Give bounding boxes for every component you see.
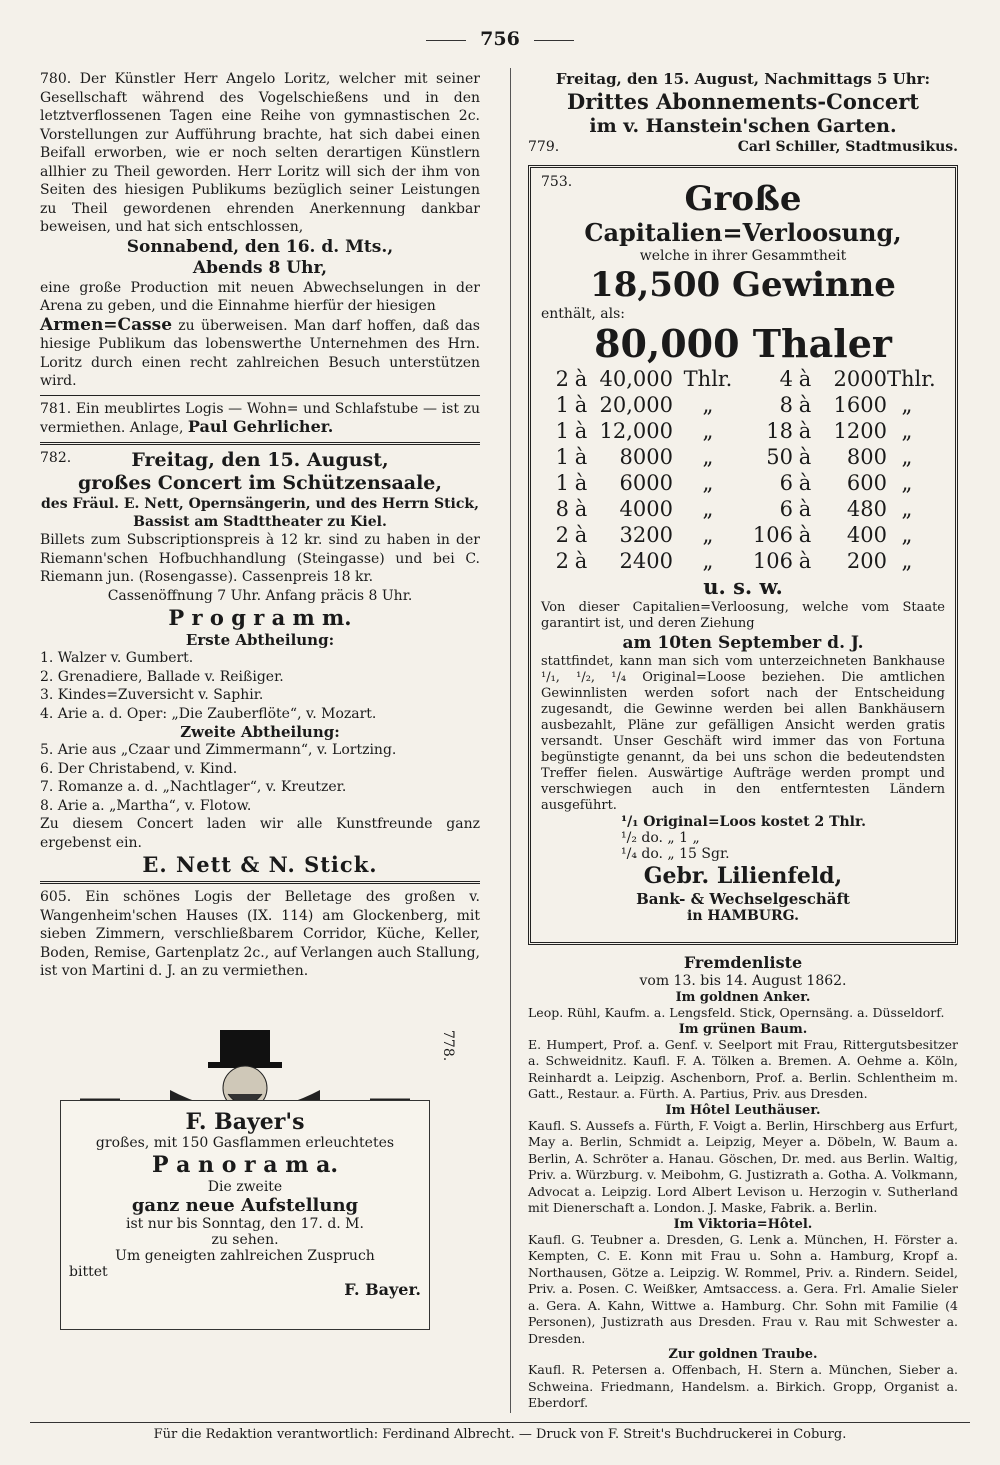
lottery-title2: Capitalien=Verloosung, — [584, 217, 902, 247]
bayer-line7: bittet — [69, 1264, 108, 1280]
prize-cell: à — [574, 444, 588, 469]
prize-cell: à — [574, 522, 588, 547]
lottery-text2: stattfindet, kann man sich vom unterzeichneten Bankhause ¹/₁, ¹/₂, ¹/₄ Original=Loose beziehen. Die amtlichen Gewinnlisten werden sofort nach der Entscheidung zugesandt, die Gewinne werden bei allen Bankhäusern ausbezahlt, Pläne zur gefälligen Ansicht werden gratis versandt. Unser Geschäft wird immer das von Fortuna begünstigte genannt, da bei uns schon die bedeutendsten Treffer fielen. Auswärtige Aufträge werden prompt und verschwiegen auch in den entferntesten Ländern ausgeführt. — [541, 653, 945, 813]
prize-cell: Thlr. — [683, 366, 733, 391]
program-item: 8. Arie a. „Martha“, v. Flotow. — [40, 797, 252, 814]
hotel-heading-5: Zur goldnen Traube. — [668, 1347, 818, 1362]
prize-row — [541, 392, 945, 418]
prize-row — [541, 496, 945, 522]
prize-cell: 8 — [555, 496, 569, 521]
hotel-heading-1: Im goldnen Anker. — [675, 990, 811, 1005]
hotel-guests-4: Kaufl. G. Teubner a. Dresden, G. Lenk a. München, H. Förster a. Kempten, C. E. Konn mit Frau u. Sohn a. Hamburg, Kropf a. Northausen, Götze a. Leipzig. W. Rommel, Priv. a. Rindern. Seidel, Priv. a. Posen. C. Weißker, Amtsaccess. a. Gera. Frl. Amalie Sieler a. Gera. A. Kahn, Wittwe a. Hamburg. Chr. Sohn mit Familie (4 Personen), Justizrath aus Dresden. Frau v. Rau mit Schwester a. Dresden. — [528, 1231, 958, 1346]
prize-cell: à — [574, 392, 588, 417]
divider — [40, 395, 480, 396]
prize-cell: „ — [901, 548, 913, 573]
prize-row — [541, 548, 945, 574]
ad-781-text: 781. Ein meublirtes Logis — Wohn= und Schlafstube — ist zu vermiethen. Anlage, — [40, 400, 480, 436]
prize-cell: à — [798, 444, 812, 469]
prize-cell: 6 — [779, 496, 793, 521]
prize-cell: 1200 — [833, 418, 887, 443]
prize-cell: à — [798, 366, 812, 391]
hotel-guests-3: Kaufl. S. Aussefs a. Fürth, F. Voigt a. Berlin, Hirschberg aus Erfurt, May a. Berlin, Schmidt a. Leipzig, Meyer a. Döbeln, W. Baum a. Berlin, A. Schröter a. Hanau. Göschen, Dr. med. aus Berlin. Waltig, Priv. a. Würzburg. v. Meibohm, G. Justizrath a. Gotha. A. Volkmann, Advocat a. Leipzig. Lord Albert Levison u. Herzogin v. Sutherland mit Dienerschaft a. London. J. Maske, Fabrik. a. Berlin. — [528, 1117, 958, 1215]
program-item: 4. Arie a. d. Oper: „Die Zauberflöte“, v. Mozart. — [40, 705, 377, 722]
fremdenliste-title: Fremdenliste — [683, 952, 803, 972]
top-hat — [220, 1030, 270, 1064]
ad-753-number: 753. — [541, 173, 573, 190]
fremdenliste-date: vom 13. bis 14. August 1862. — [639, 972, 847, 989]
prize-cell: 106 — [752, 522, 793, 547]
program-item: 6. Der Christabend, v. Kind. — [40, 760, 238, 777]
prize-cell: „ — [702, 392, 714, 417]
lottery-firm: Gebr. Lilienfeld, — [643, 862, 843, 889]
prize-cell: 2 — [555, 522, 569, 547]
program-item: 2. Grenadiere, Ballade v. Reißiger. — [40, 668, 284, 685]
prize-cell: 20,000 — [599, 392, 673, 417]
ad-780-text: 780. Der Künstler Herr Angelo Loritz, welcher mit seiner Gesellschaft während des Vogelschießens und in den letztverflossenen Tagen eine Reihe von gymnastischen 2c. Vorstellungen zur Aufführung brachte, hat sich dabei einen Beifall erworben, wie er noch selten derartigen Künstlern allhier zu Theil geworden. Herr Loritz will sich der ihm von Seiten des hiesigen Publikums bezüglich seiner Leistungen zu Theil gewordenen ehrenden Anerkennung dankbar beweisen, und hat sich entschlossen, — [40, 71, 480, 235]
program-list-1 — [40, 649, 480, 723]
prize-cell: „ — [901, 522, 913, 547]
prize-cell: à — [574, 548, 588, 573]
prize-cell: à — [574, 496, 588, 521]
prize-cell: 480 — [846, 496, 887, 521]
lottery-firm3: in HAMBURG. — [687, 907, 799, 924]
programm-heading: P r o g r a m m. — [168, 605, 352, 630]
prize-cell: 8000 — [619, 444, 673, 469]
prize-cell: à — [574, 418, 588, 443]
prize-cell: „ — [702, 548, 714, 573]
prize-cell: 1600 — [833, 392, 887, 417]
prize-cell: „ — [702, 470, 714, 495]
ad-782-title: großes Concert im Schützensaale, — [77, 472, 443, 494]
prize-cell: „ — [702, 444, 714, 469]
imprint-footer: Für die Redaktion verantwortlich: Ferdinand Albrecht. — Druck von F. Streit's Buchdruckerei in Coburg. — [30, 1422, 970, 1442]
prize-cell: 3200 — [619, 522, 673, 547]
ad-782-invite: Zu diesem Concert laden wir alle Kunstfreunde ganz ergebenst ein. — [40, 816, 480, 851]
hotel-guests-1: Leop. Rühl, Kaufm. a. Lengsfeld. Stick, Opernsäng. a. Düsseldorf. — [528, 1005, 945, 1020]
prize-cell: „ — [901, 418, 913, 443]
ad-605: 605. Ein schönes Logis der Belletage des großen v. Wangenheim'schen Hauses (IX. 114) am Glockenberg, mit sieben Zimmern, verschließbarem Corridor, Küche, Keller, Boden, Remise, Gartenplatz 2c., auf Verlangen auch Stallung, ist von Martini d. J. an zu vermiethen. — [40, 889, 480, 979]
prize-cell: „ — [901, 470, 913, 495]
prize-row — [541, 418, 945, 444]
program-list-2 — [40, 741, 480, 815]
ad-780-time: Abends 8 Uhr, — [192, 257, 328, 278]
prize-cell: 800 — [846, 444, 887, 469]
prize-row — [541, 470, 945, 496]
bayer-line1: großes, mit 150 Gasflammen erleuchtetes — [95, 1135, 395, 1151]
ad-780-casse: Armen=Casse — [40, 314, 173, 335]
program-item: 7. Romanze a. d. „Nachtlager“, v. Kreutzer. — [40, 779, 347, 795]
prize-table — [541, 366, 945, 574]
prize-cell: 1 — [555, 418, 569, 443]
hotel-heading-4: Im Viktoria=Hôtel. — [673, 1216, 813, 1232]
prize-cell: „ — [702, 496, 714, 521]
prize-row — [541, 522, 945, 548]
lottery-usw: u. s. w. — [703, 573, 783, 599]
lottery-firm2: Bank- & Wechselgeschäft — [636, 889, 850, 908]
bayer-line2: Die zweite — [207, 1179, 283, 1195]
panorama-ad — [60, 1040, 430, 1340]
page-number: 756 — [0, 28, 1000, 50]
left-column — [40, 70, 480, 981]
ad-779-place: im v. Hanstein'schen Garten. — [589, 115, 897, 137]
prize-cell: à — [798, 392, 812, 417]
panorama-banner — [60, 1100, 430, 1330]
lottery-enthaelt: enthält, als: — [541, 305, 626, 322]
prize-cell: 50 — [766, 444, 793, 469]
prize-cell: 4000 — [619, 496, 673, 521]
prize-cell: 2 — [555, 366, 569, 391]
prize-cell: 1 — [555, 392, 569, 417]
ad-782-signature: E. Nett & N. Stick. — [142, 852, 378, 877]
bayer-line5: zu sehen. — [211, 1232, 279, 1248]
right-column — [528, 70, 958, 1412]
prize-cell: 1 — [555, 470, 569, 495]
lottery-title1: Große — [684, 178, 802, 219]
ad-780-text2: eine große Production mit neuen Abwechselungen in der Arena zu geben, und die Einnahme hierfür der hiesigen — [40, 279, 480, 314]
ad-779-signature: Carl Schiller, Stadtmusikus. — [737, 139, 958, 155]
bayer-line3: ganz neue Aufstellung — [131, 1195, 359, 1216]
prize-cell: à — [798, 418, 812, 443]
prize-cell: 106 — [752, 548, 793, 573]
ad-782-date: Freitag, den 15. August, — [131, 449, 389, 471]
hotel-heading-3: Im Hôtel Leuthäuser. — [665, 1102, 821, 1118]
prize-cell: 2000 — [833, 366, 887, 391]
hotel-guests-5: Kaufl. R. Petersen a. Offenbach, H. Stern a. München, Sieber a. Schweina. Friedmann, Handelsm. a. Birkich. Gropp, Organist a. Eberdorf. — [528, 1362, 958, 1410]
divider — [40, 881, 480, 884]
prize-cell: 2400 — [619, 548, 673, 573]
ad-781 — [40, 400, 480, 438]
ad-778-number: 778. — [440, 1030, 456, 1062]
ad-779-title: Drittes Abonnements-Concert — [566, 89, 920, 114]
prize-row — [541, 366, 945, 392]
prize-cell: 12,000 — [599, 418, 673, 443]
prize-row — [541, 444, 945, 470]
prize-cell: à — [798, 548, 812, 573]
prize-cell: 6000 — [619, 470, 673, 495]
prize-cell: à — [798, 496, 812, 521]
ad-780-text3: zu überweisen. Man darf hoffen, daß das hiesige Publikum das lobenswerthe Unternehmen des Hrn. Loritz durch einen recht zahlreichen Besuch unterstützen wird. — [40, 317, 480, 389]
prize-cell: 8 — [779, 392, 793, 417]
prize-cell: „ — [901, 496, 913, 521]
prize-cell: à — [574, 366, 588, 391]
prize-cell: 6 — [779, 470, 793, 495]
program-item: 3. Kindes=Zuversicht v. Saphir. — [40, 687, 264, 703]
prize-cell: „ — [702, 522, 714, 547]
lottery-draw-date: am 10ten September d. J. — [622, 632, 864, 653]
prize-cell: 2 — [555, 548, 569, 573]
prize-cell: 4 — [779, 366, 793, 391]
prize-cell: 1 — [555, 444, 569, 469]
bayer-line6: Um geneigten zahlreichen Zuspruch — [115, 1248, 375, 1264]
prize-cell: 600 — [846, 470, 887, 495]
lottery-price3: ¹/₄ do. „ 15 Sgr. — [621, 845, 730, 862]
lottery-sub: welche in ihrer Gesammtheit — [639, 247, 847, 264]
hotel-guests-2: E. Humpert, Prof. a. Genf. v. Seelport mit Frau, Rittergutsbesitzer a. Schweidnitz. Kaufl. F. A. Tölken a. Bremen. A. Oehme a. Köln, Reinhardt a. Leipzig. Aschenborn, Prof. a. Berlin. Schlentheim m. Gatt., Restaur. a. Fürth. A. Partius, Priv. aus Dresden. — [528, 1036, 958, 1101]
prize-cell: „ — [901, 392, 913, 417]
prize-cell: „ — [901, 444, 913, 469]
prize-cell: 40,000 — [599, 366, 673, 391]
showman-illustration — [60, 1030, 430, 1110]
lottery-price1: ¹/₁ Original=Loos kostet 2 Thlr. — [621, 813, 866, 830]
ad-782-performers: des Fräul. E. Nett, Opernsängerin, und des Herrn Stick, Bassist am Stadttheater zu Kiel. — [41, 496, 479, 530]
lottery-price2: ¹/₂ do. „ 1 „ — [621, 829, 700, 846]
ad-779-number: 779. — [528, 139, 560, 155]
column-divider — [510, 68, 511, 1413]
bayer-title: P a n o r a m a. — [151, 1152, 339, 1178]
ad-782-number: 782. — [40, 449, 72, 466]
prize-cell: „ — [702, 418, 714, 443]
prize-cell: à — [798, 522, 812, 547]
prize-cell: 18 — [766, 418, 793, 443]
lottery-gewinne: 18,500 Gewinne — [590, 264, 896, 305]
program-item: 1. Walzer v. Gumbert. — [40, 650, 194, 666]
lottery-ad-box — [528, 165, 958, 945]
prize-cell: à — [574, 470, 588, 495]
bayer-line4: ist nur bis Sonntag, den 17. d. M. — [126, 1216, 364, 1232]
lottery-total: 80,000 Thaler — [594, 320, 892, 366]
bayer-name: F. Bayer's — [185, 1109, 305, 1135]
bayer-signature: F. Bayer. — [344, 1280, 421, 1299]
divider — [40, 442, 480, 445]
prize-cell: 400 — [846, 522, 887, 547]
hotel-heading-2: Im grünen Baum. — [678, 1021, 808, 1037]
program-item: 5. Arie aus „Czaar und Zimmermann“, v. Lortzing. — [40, 742, 397, 758]
prize-cell: 200 — [846, 548, 887, 573]
ad-781-name: Paul Gehrlicher. — [187, 417, 334, 436]
ad-779-date: Freitag, den 15. August, Nachmittags 5 Uhr: — [555, 70, 931, 88]
prize-cell: à — [798, 470, 812, 495]
part2-heading: Zweite Abtheilung: — [180, 723, 340, 741]
lottery-text1: Von dieser Capitalien=Verloosung, welche vom Staate garantirt ist, und deren Ziehung — [541, 599, 945, 631]
prize-cell: Thlr. — [887, 366, 936, 391]
part1-heading: Erste Abtheilung: — [185, 631, 335, 649]
ad-780-date: Sonnabend, den 16. d. Mts., — [126, 236, 394, 257]
ad-782-tickets: Billets zum Subscriptionspreis à 12 kr. sind zu haben in der Riemann'schen Hofbuchhandlung (Steingasse) und bei C. Riemann jun. (Rosengasse). Cassenpreis 18 kr. — [40, 532, 480, 585]
ad-782-times: Cassenöffnung 7 Uhr. Anfang präcis 8 Uhr. — [107, 587, 413, 604]
